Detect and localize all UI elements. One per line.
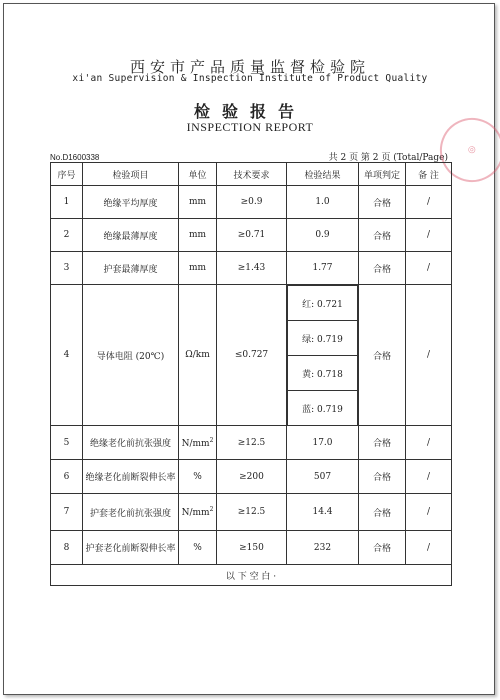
cell-note: / [406,186,452,219]
sub-result-yellow: 黄: 0.718 [288,356,358,391]
cell-note: / [406,285,452,426]
page-info: 共 2 页 第 2 页 (Total/Page) [328,153,448,163]
cell-verdict: 合格 [359,285,406,426]
cell-no: 3 [51,252,83,285]
cell-verdict: 合格 [359,460,406,494]
cell-requirement: ≥150 [217,531,287,565]
cell-note: / [406,219,452,252]
cell-result: 17.0 [287,426,359,460]
cell-item: 护套最薄厚度 [83,252,179,285]
cell-no: 1 [51,186,83,219]
official-stamp-icon: ◎ [429,107,500,192]
cell-unit: % [179,531,217,565]
cell-item: 绝缘平均厚度 [83,186,179,219]
cell-unit: mm [179,252,217,285]
cell-no: 6 [51,460,83,494]
cell-verdict: 合格 [359,494,406,531]
cell-requirement: ≥12.5 [217,494,287,531]
cell-requirement: ≥0.71 [217,219,287,252]
sub-result-green: 绿: 0.719 [288,321,358,356]
cell-item: 绝缘老化前断裂伸长率 [83,460,179,494]
cell-unit: mm [179,186,217,219]
cell-note: / [406,531,452,565]
cell-unit: Ω/km [179,285,217,426]
col-header-result: 检验结果 [287,163,359,186]
cell-result-group [287,285,359,426]
table-header-row [51,163,452,186]
cell-result: 14.4 [287,494,359,531]
table-row [51,531,452,565]
cell-no: 2 [51,219,83,252]
cell-result: 507 [287,460,359,494]
cell-note: / [406,460,452,494]
table-row [51,494,452,531]
institute-name-en: xi'an Supervision & Inspection Institute of Product Quality [72,73,428,84]
cell-verdict: 合格 [359,252,406,285]
cell-item: 护套老化前断裂伸长率 [83,531,179,565]
institute-name-cn: 西安市产品质量监督检验院 [129,58,370,76]
inspection-table [50,162,452,586]
table-footer-row [51,565,452,586]
cell-verdict: 合格 [359,426,406,460]
cell-verdict: 合格 [359,186,406,219]
report-title-cn: 检验报告 [193,102,306,121]
cell-no: 4 [51,285,83,426]
col-header-verdict: 单项判定 [359,163,406,186]
cell-requirement: ≥200 [217,460,287,494]
table-row [51,460,452,494]
blank-below-note: 以 下 空 白 · [51,565,452,586]
cell-item: 绝缘老化前抗张强度 [83,426,179,460]
col-header-note: 备 注 [406,163,452,186]
cell-result: 0.9 [287,219,359,252]
cell-no: 7 [51,494,83,531]
cell-requirement: ≥12.5 [217,426,287,460]
cell-result: 232 [287,531,359,565]
cell-result: 1.77 [287,252,359,285]
sub-result-red: 红: 0.721 [288,286,358,321]
cell-unit: $N/mm^2$ [179,426,217,460]
cell-item: 护套老化前抗张强度 [83,494,179,531]
table-row [51,285,452,426]
cell-verdict: 合格 [359,219,406,252]
cell-item: 导体电阻 (20℃) [83,285,179,426]
table-row [51,426,452,460]
col-header-no: 序号 [51,163,83,186]
cell-unit: % [179,460,217,494]
cell-requirement: ≥1.43 [217,252,287,285]
table-row [51,186,452,219]
cell-requirement: ≥0.9 [217,186,287,219]
col-header-requirement: 技术要求 [217,163,287,186]
cell-no: 8 [51,531,83,565]
cell-requirement: ≤0.727 [217,285,287,426]
cell-note: / [406,426,452,460]
col-header-unit: 单位 [179,163,217,186]
sub-result-blue: 蓝: 0.719 [288,391,358,426]
cell-result: 1.0 [287,186,359,219]
cell-note: / [406,252,452,285]
cell-unit: $N/mm^2$ [179,494,217,531]
table-row [51,219,452,252]
table-row [51,252,452,285]
col-header-item: 检验项目 [83,163,179,186]
report-number: No.D1600338 [50,153,100,162]
cell-verdict: 合格 [359,531,406,565]
cell-note: / [406,494,452,531]
cell-no: 5 [51,426,83,460]
cell-unit: mm [179,219,217,252]
sub-results [287,285,358,425]
report-title-en: INSPECTION REPORT [186,120,314,134]
cell-item: 绝缘最薄厚度 [83,219,179,252]
